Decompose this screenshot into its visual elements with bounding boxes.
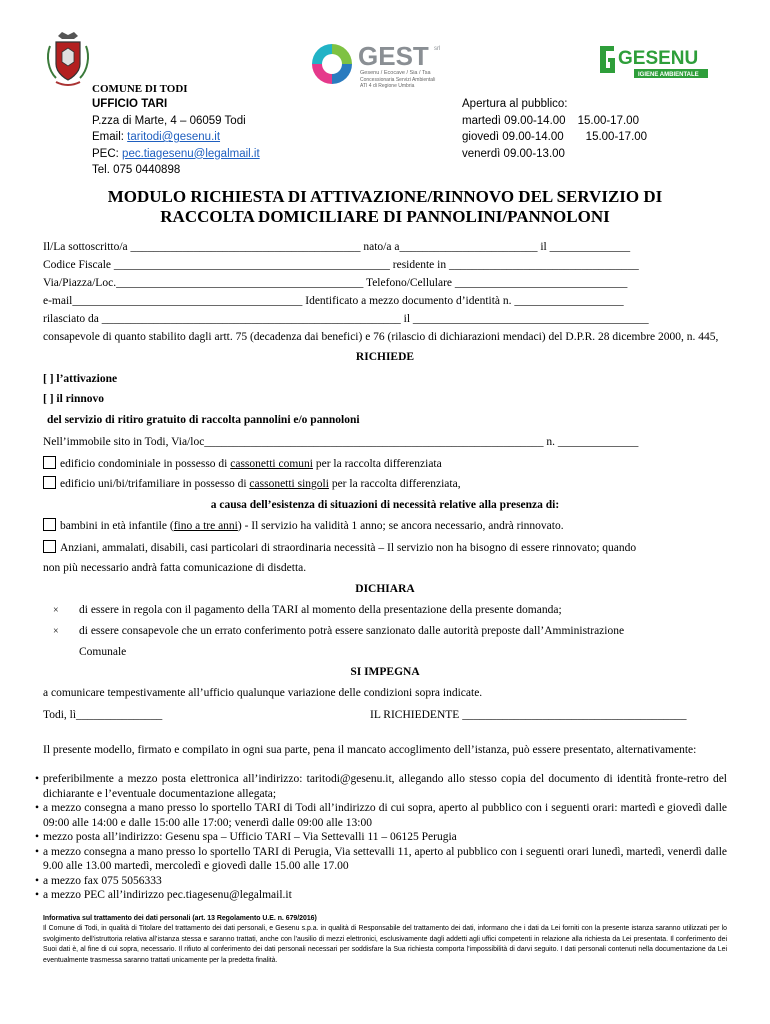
- comune-crest-logo: [44, 30, 92, 90]
- option-rinnovo[interactable]: [ ] il rinnovo: [43, 393, 105, 405]
- field-fiscal-residence[interactable]: Codice Fiscale ________________________________________________ residente in _________________________________: [43, 259, 639, 271]
- dichiara-item-continuation: Comunale: [79, 646, 127, 658]
- gest-logo-text: GEST: [358, 41, 429, 71]
- dichiara-item: × di essere in regola con il pagamento della TARI al momento della presentazione della presente domanda;: [43, 603, 727, 618]
- list-item: • preferibilmente a mezzo posta elettronica all’indirizzo: taritodi@gesenu.it, allegando allo stesso copia del documento di identità fronte-retro del dichiarante e l’eventuale documentazione allegata;: [35, 772, 727, 801]
- svg-text:srl: srl: [434, 46, 441, 52]
- anziani-checkbox[interactable]: [43, 540, 56, 553]
- impegna-heading: SI IMPEGNA: [350, 666, 420, 678]
- unifamiliare-checkbox[interactable]: [43, 476, 56, 489]
- gesenu-logo: [596, 42, 712, 86]
- option-anziani[interactable]: Anziani, ammalati, disabili, casi particolari di straordinaria necessità – Il servizio non ha bisogno di essere rinnovato; quando: [43, 540, 636, 556]
- office-block: [92, 82, 260, 179]
- field-issued-by[interactable]: rilasciato da ____________________________________________________ il _________________________________________: [43, 313, 649, 325]
- cross-marker-icon: ×: [53, 626, 59, 637]
- gesenu-logo-text: GESENU: [618, 48, 699, 69]
- option-attivazione[interactable]: [ ] l’attivazione: [43, 373, 118, 385]
- office-phone: Tel. 075 0440898: [92, 164, 181, 177]
- svg-text:IGIENE AMBIENTALE: IGIENE AMBIENTALE: [638, 72, 699, 78]
- municipality-name: COMUNE DI TODI: [92, 83, 188, 95]
- field-address-phone[interactable]: Via/Piazza/Loc.___________________________________________ Telefono/Cellulare ______________________________: [43, 277, 628, 289]
- dichiara-item: × di essere consapevole che un errato conferimento potrà essere sanzionato dalle autorità preposte dall’Amministrazione: [43, 624, 727, 639]
- opening-hours: [462, 96, 647, 162]
- list-item: • a mezzo fax 075 5056333: [35, 874, 727, 889]
- servizio-text: del servizio di ritiro gratuito di raccolta pannolini e/o pannoloni: [47, 414, 360, 426]
- presentazione-intro: Il presente modello, firmato e compilato in ogni sua parte, pena il mancato accoglimento dell’istanza, può essere presentato, alternativamente:: [43, 744, 697, 756]
- form-title: MODULO RICHIESTA DI ATTIVAZIONE/RINNOVO DEL SERVIZIO DI RACCOLTA DOMICILIARE DI PANNOLINI/PANNOLONI: [107, 187, 663, 226]
- field-immobile[interactable]: Nell’immobile sito in Todi, Via/loc___________________________________________________________ n. ______________: [43, 436, 639, 448]
- opening-row: venerdì 09.00-13.00: [462, 147, 565, 160]
- sign-place-date[interactable]: Todi, lì_______________: [43, 709, 163, 721]
- list-item: • a mezzo consegna a mano presso lo sportello TARI di Todi all’indirizzo di cui sopra, aperto al pubblico con i seguenti orari: martedì e giovedì dalle 09:00 alle 14:00 e dalle 15:00 alle 17:00; venerdì dalle 09:00 alle 13:00: [35, 801, 727, 830]
- bambini-checkbox[interactable]: [43, 518, 56, 531]
- list-item: • a mezzo consegna a mano presso lo sportello TARI di Perugia, Via settevalli 11, aperto al pubblico con i seguenti orari lunedì, martedì, venerdì dalle 9.00 alle 13.00 martedì, mercoledì e giovedì dalle 15.00 alle 17.00: [35, 845, 727, 874]
- presentazione-list: [35, 772, 727, 903]
- causa-heading: a causa dell’esistenza di situazioni di necessità relative alla presenza di:: [210, 499, 560, 511]
- richiede-heading: RICHIEDE: [355, 351, 415, 363]
- email-label: Email:: [92, 131, 128, 144]
- privacy-notice: [43, 914, 727, 966]
- pec-link[interactable]: pec.tiagesenu@legalmail.it: [122, 147, 260, 160]
- privacy-heading: Informativa sul trattamento dei dati personali (art. 13 Regolamento U.E. n. 679/2016): [43, 915, 317, 922]
- office-pec-line: [92, 146, 260, 163]
- dichiara-heading: DICHIARA: [355, 583, 415, 595]
- option-unifamiliare[interactable]: edificio uni/bi/trifamiliare in possesso di cassonetti singoli per la raccolta differenziata,: [43, 476, 461, 492]
- office-email-line: [92, 129, 260, 146]
- list-item: • mezzo posta all’indirizzo: Gesenu spa – Ufficio TARI – Via Settevalli 11 – 06125 Perugia: [35, 830, 727, 845]
- email-link[interactable]: taritodi@gesenu.it: [127, 131, 221, 144]
- office-title: UFFICIO TARI: [92, 98, 168, 111]
- condominiale-checkbox[interactable]: [43, 456, 56, 469]
- anziani-continuation: non più necessario andrà fatta comunicazione di disdetta.: [43, 562, 307, 574]
- cross-marker-icon: ×: [53, 605, 59, 616]
- option-bambini[interactable]: bambini in età infantile (fino a tre anni) - Il servizio ha validità 1 anno; se ancora necessario, andrà rinnovato.: [43, 518, 564, 534]
- pec-label: PEC:: [92, 147, 123, 160]
- field-email-document[interactable]: e-mail________________________________________ Identificato a mezzo documento d’identità n. ___________________: [43, 295, 624, 307]
- personal-data-section: [43, 240, 727, 345]
- office-address: P.zza di Marte, 4 – 06059 Todi: [92, 114, 246, 127]
- consapevole-text: consapevole di quanto stabilito dagli artt. 75 (decadenza dai benefici) e 76 (rilascio di dichiarazioni mendaci) del D.P.R. 28 dicembre 2000, n. 445,: [43, 331, 719, 343]
- opening-title: Apertura al pubblico:: [462, 98, 568, 110]
- opening-row: giovedì 09.00-14.00 15.00-17.00: [462, 131, 648, 143]
- sign-richiedente[interactable]: IL RICHIEDENTE _______________________________________: [370, 709, 687, 721]
- option-condominiale[interactable]: edificio condominiale in possesso di cassonetti comuni per la raccolta differenziata: [43, 456, 442, 472]
- field-name-birth[interactable]: Il/La sottoscritto/a ________________________________________ nato/a a________________________ il ______________: [43, 241, 631, 253]
- privacy-text: Il Comune di Todi, in qualità di Titolare del trattamento dei dati personali, e Gesenu s.p.a. in qualità di Responsabile del trattamento dei dati, informano che i dati da Lei forniti con la presente istanza saranno utilizzati per lo svolgimento dell’istruttoria relativa all’istanza stessa e saranno trattati, anche con l’ausilio di mezzi elettronici, esclusivamente dagli addetti agli uffici competenti in relazione alla richiesta da Lei presentata. Il conferimento dei Suoi dati è, al fine di cui sopra, necessario. Il rifiuto al conferimento dei dati personali necessari per soddisfare la Sua richiesta comporta l’impossibilità di darvi seguito. I dati personali contenuti nella documentazione da Lei eventualmente trasmessa saranno trattati unicamente per la predetta finalità.: [43, 925, 727, 964]
- svg-text:ATI 4 di Regione Umbria: ATI 4 di Regione Umbria: [360, 83, 415, 89]
- impegna-text: a comunicare tempestivamente all’ufficio qualunque variazione delle condizioni sopra indicate.: [43, 687, 483, 699]
- gest-logo: [308, 38, 468, 90]
- svg-text:Concessionaria Servizi Ambient: Concessionaria Servizi Ambientali: [360, 77, 436, 83]
- list-item: • a mezzo PEC all’indirizzo pec.tiagesenu@legalmail.it: [35, 888, 727, 903]
- opening-row: martedì 09.00-14.00 15.00-17.00: [462, 114, 639, 127]
- svg-text:Gesenu / Ecocave / Sia / Tsa: Gesenu / Ecocave / Sia / Tsa: [360, 70, 431, 76]
